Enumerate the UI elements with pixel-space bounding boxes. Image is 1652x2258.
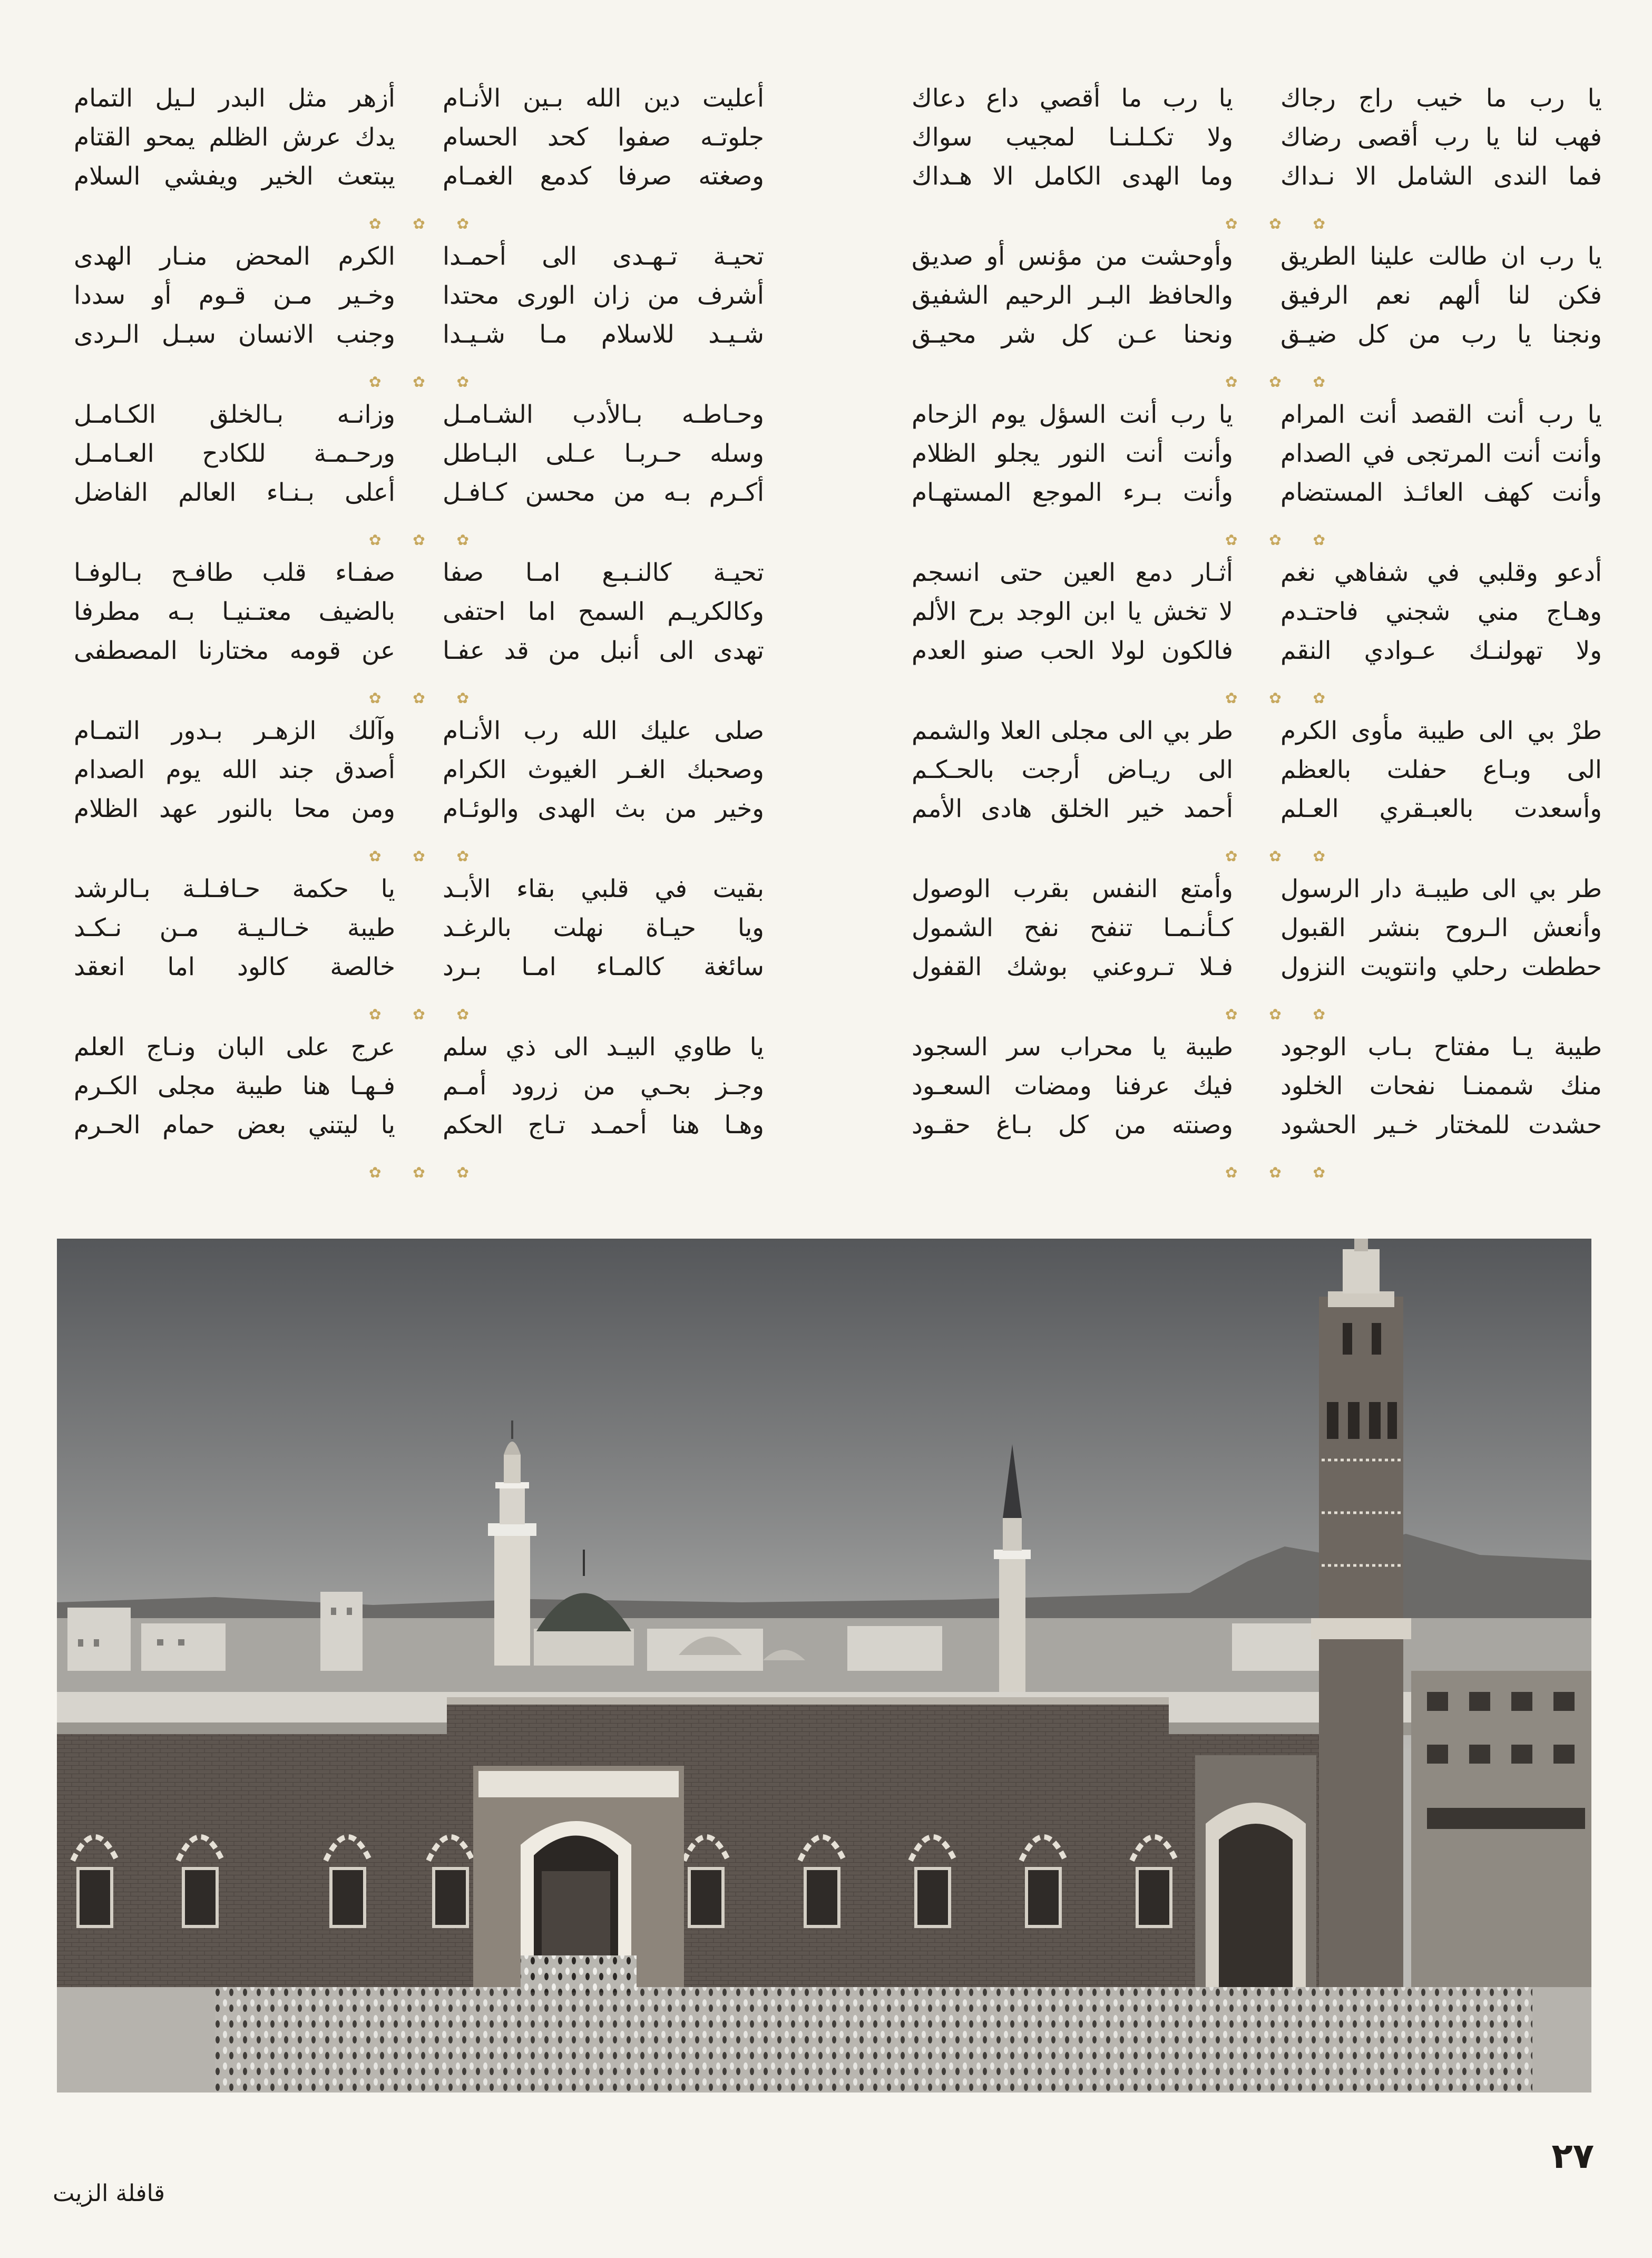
stanza: [1280, 553, 1602, 675]
ornament-flower-icon: ✿: [413, 1006, 425, 1023]
verse-line: وكالكريـم السمح اما احتفى: [443, 597, 764, 626]
stanza: [912, 712, 1233, 833]
ornament-flower-icon: ✿: [1269, 531, 1282, 549]
poem-column: [443, 79, 764, 1170]
stanza-separator: [369, 374, 469, 390]
verse-line: وصغته صرفا كدمع الغمـام: [443, 162, 764, 191]
minaret-right: [1311, 1239, 1411, 2024]
ornament-flower-icon: ✿: [456, 215, 469, 232]
verse-line: يا رب أنت القصد أنت المرام: [1280, 400, 1602, 429]
verse-line: وجنب الانسان سبـل الـردى: [74, 320, 395, 349]
ornament-flower-icon: ✿: [1313, 848, 1325, 865]
verse-line: تهدى الى أنبل من قد عفـا: [443, 636, 764, 665]
stanza: [74, 870, 395, 991]
verse-line: حشدت للمختار خـير الحشود: [1280, 1111, 1602, 1140]
verse-line: بالضيف معتـنيـا بـه مطرفا: [74, 597, 395, 626]
stanza: [443, 1028, 764, 1149]
verse-line: وأنت بـرء الموجع المستهـام: [912, 478, 1233, 507]
verse-line: خالصة كالود اما انعقد: [74, 952, 395, 981]
verse-line: أدعو وقلبي في شفاهي نغم: [1280, 558, 1602, 587]
ornament-flower-icon: ✿: [456, 373, 469, 391]
ornament-flower-icon: ✿: [1269, 215, 1282, 232]
ornament-flower-icon: ✿: [413, 1164, 425, 1181]
stanza-separator: [1225, 1007, 1325, 1023]
ornament-flower-icon: ✿: [1225, 1006, 1238, 1023]
page-number: ٢٧: [1551, 2136, 1594, 2176]
verse-line: وخـير مـن قـوم أو سددا: [74, 281, 395, 310]
stanza: [912, 870, 1233, 991]
verse-line: وآلك الزهـر بـدور التمـام: [74, 716, 395, 745]
verse-line: بقيت في قلبي بقاء الأبـد: [443, 874, 764, 903]
stanza-separator: [1225, 849, 1325, 864]
ornament-flower-icon: ✿: [456, 848, 469, 865]
verse-line: يا رب ان طالت علينا الطريق: [1280, 242, 1602, 271]
ornament-flower-icon: ✿: [413, 848, 425, 865]
ornament-flower-icon: ✿: [1313, 689, 1325, 707]
verse-line: وأسعدت بالعبـقري العـلم: [1280, 794, 1602, 823]
verse-line: وأنعش الـروح بنشر القبول: [1280, 913, 1602, 942]
verse-line: ومن محا بالنور عهد الظلام: [74, 794, 395, 823]
verse-line: طيبة يا محراب سر السجود: [912, 1033, 1233, 1062]
verse-line: يا رب أنت السؤل يوم الزحام: [912, 400, 1233, 429]
stanza: [1280, 395, 1602, 517]
verse-line: أصدق جند الله يوم الصدام: [74, 755, 395, 784]
ornament-flower-icon: ✿: [1313, 531, 1325, 549]
stanza-separator: [369, 1165, 469, 1181]
verse-line: عن قومه مختارنا المصطفى: [74, 636, 395, 665]
ornament-flower-icon: ✿: [413, 373, 425, 391]
verse-line: تحيـة تـهـدى الى أحمـدا: [443, 242, 764, 271]
verse-line: ويا حيـاة نهلت بالرغـد: [443, 913, 764, 942]
ornament-flower-icon: ✿: [1269, 373, 1282, 391]
verse-line: يدك عرش الظلم يمحو القتام: [74, 123, 395, 152]
verse-line: وأنت كهف العائـذ المستضام: [1280, 478, 1602, 507]
verse-line: يبتعث الخير ويفشي السلام: [74, 162, 395, 191]
verse-line: وهـا هنا أحمـد تـاج الحكم: [443, 1111, 764, 1140]
verse-line: طر بي الى مجلى العلا والشمم: [912, 716, 1233, 745]
stanza: [1280, 870, 1602, 991]
verse-line: أشرف من زان الورى محتدا: [443, 281, 764, 310]
stanza-separator: [1225, 374, 1325, 390]
ornament-flower-icon: ✿: [1269, 1006, 1282, 1023]
verse-line: طرْ بي الى طيبة مأوى الكرم: [1280, 716, 1602, 745]
ornament-flower-icon: ✿: [456, 1164, 469, 1181]
ornament-flower-icon: ✿: [1269, 848, 1282, 865]
ornament-flower-icon: ✿: [1225, 531, 1238, 549]
stanza-separator: [1225, 216, 1325, 232]
verse-line: طيبة خـالـيـة مـن نـكـد: [74, 913, 395, 942]
stanza: [912, 79, 1233, 200]
verse-line: وأمتع النفس بقرب الوصول: [912, 874, 1233, 903]
verse-line: أزهر مثل البدر لـيل التمام: [74, 84, 395, 113]
verse-line: وصنته من كل بـاغ حقـود: [912, 1111, 1233, 1140]
ornament-flower-icon: ✿: [369, 531, 382, 549]
verse-line: يا رب ما خيب راج رجاك: [1280, 84, 1602, 113]
verse-line: الى ريـاض أرجت بالحـكـم: [912, 755, 1233, 784]
verse-line: يا حكمة حـافـلـة بـالرشد: [74, 874, 395, 903]
stanza: [74, 1028, 395, 1149]
ornament-flower-icon: ✿: [1225, 215, 1238, 232]
verse-line: صفـاء قلب طافـح بـالوفـا: [74, 558, 395, 587]
verse-line: والحافظ البـر الرحيم الشفيق: [912, 281, 1233, 310]
stanza: [443, 870, 764, 991]
verse-line: وخير من بث الهدى والوئـام: [443, 794, 764, 823]
verse-line: سائغة كالمـاء امـا بـرد: [443, 952, 764, 981]
ornament-flower-icon: ✿: [456, 531, 469, 549]
verse-line: طيبة يـا مفتاح بـاب الوجود: [1280, 1033, 1602, 1062]
poem-column: [74, 79, 395, 1170]
stanza-separator: [1225, 690, 1325, 706]
ornament-flower-icon: ✿: [369, 1006, 382, 1023]
verse-line: جلوتـه صفوا كحد الحسام: [443, 123, 764, 152]
mosque-photograph: [57, 1239, 1591, 2092]
verse-line: يا طاوي البيـد الى ذي سلم: [443, 1033, 764, 1062]
verse-line: حططت رحلي وانتويت النزول: [1280, 952, 1602, 981]
verse-line: كـأنـمـا تنفح نفح الشمول: [912, 913, 1233, 942]
stanza-separator: [1225, 1165, 1325, 1181]
main-gate: [473, 1766, 684, 1987]
ornament-flower-icon: ✿: [1313, 215, 1325, 232]
verse-line: أعليت دين الله بـين الأنـام: [443, 84, 764, 113]
ornament-flower-icon: ✿: [1225, 848, 1238, 865]
ornament-flower-icon: ✿: [1313, 1164, 1325, 1181]
stanza: [74, 79, 395, 200]
magazine-name: قافلة الزيت: [53, 2180, 165, 2207]
ornament-flower-icon: ✿: [413, 689, 425, 707]
verse-line: فالكون لولا الحب صنو العدم: [912, 636, 1233, 665]
verse-line: تحيـة كالنـبـع امـا صفا: [443, 558, 764, 587]
verse-line: يا ليتني بعض حمام الحـرم: [74, 1111, 395, 1140]
ornament-flower-icon: ✿: [456, 1006, 469, 1023]
stanza: [443, 237, 764, 358]
verse-line: أحمد خير الخلق هادى الأمم: [912, 794, 1233, 823]
stanza: [1280, 79, 1602, 200]
verse-line: ونحنا عـن كل شر محيـق: [912, 320, 1233, 349]
verse-line: وحـاطـه بـالأدب الشـامـل: [443, 400, 764, 429]
verse-line: وأنت أنت النور يجلو الظلام: [912, 439, 1233, 468]
stanza: [912, 1028, 1233, 1149]
verse-line: ونجنا يا رب من كل ضيـق: [1280, 320, 1602, 349]
verse-line: وسله حـربـا عـلى البـاطل: [443, 439, 764, 468]
mosque-illustration: [57, 1239, 1591, 2092]
stanza: [443, 79, 764, 200]
ornament-flower-icon: ✿: [1225, 1164, 1238, 1181]
stanza: [1280, 1028, 1602, 1149]
verse-line: وأوحشت من مؤنس أو صديق: [912, 242, 1233, 271]
verse-line: فـهـا هنا طيبة مجلى الكـرم: [74, 1072, 395, 1101]
verse-line: منك شممنـا نفحات الخلود: [1280, 1072, 1602, 1101]
stanza: [74, 553, 395, 675]
stanza: [443, 712, 764, 833]
verse-line: الكرم المحض منـار الهدى: [74, 242, 395, 271]
verse-line: أكـرم بـه من محسن كـافـل: [443, 478, 764, 507]
verse-line: وأنت أنت المرتجى في الصدام: [1280, 439, 1602, 468]
verse-line: صلى عليك الله رب الأنـام: [443, 716, 764, 745]
stanza: [443, 553, 764, 675]
verse-line: طر بي الى طيبـة دار الرسول: [1280, 874, 1602, 903]
ornament-flower-icon: ✿: [1225, 373, 1238, 391]
poem-column: [912, 79, 1233, 1170]
stanza: [912, 237, 1233, 358]
stanza: [912, 395, 1233, 517]
verse-line: ورحـمـة للكادح العـامـل: [74, 439, 395, 468]
verse-line: يا رب ما أقصي داع دعاك: [912, 84, 1233, 113]
verse-line: وما الهدى الكامل الا هـداك: [912, 162, 1233, 191]
ornament-flower-icon: ✿: [413, 531, 425, 549]
verse-line: فكن لنا ألهم نعم الرفيق: [1280, 281, 1602, 310]
stanza-separator: [1225, 532, 1325, 548]
verse-line: وجـز بحـي من زرود أمـم: [443, 1072, 764, 1101]
stanza: [74, 395, 395, 517]
verse-line: أثـار دمع العين حتى انسجم: [912, 558, 1233, 587]
stanza-separator: [369, 1007, 469, 1023]
verse-line: ولا تكـلـنـا لمجيب سواك: [912, 123, 1233, 152]
ornament-flower-icon: ✿: [369, 1164, 382, 1181]
verse-line: لا تخش يا ابن الوجد برح الألم: [912, 597, 1233, 626]
ornament-flower-icon: ✿: [369, 215, 382, 232]
stanza-separator: [369, 690, 469, 706]
stanza: [1280, 237, 1602, 358]
stanza-separator: [369, 849, 469, 864]
ornament-flower-icon: ✿: [1269, 1164, 1282, 1181]
ornament-flower-icon: ✿: [456, 689, 469, 707]
verse-line: وهـاج مني شجني فاحتـدم: [1280, 597, 1602, 626]
verse-line: ولا تهولنـك عـوادي النقم: [1280, 636, 1602, 665]
ornament-flower-icon: ✿: [369, 373, 382, 391]
stanza: [74, 712, 395, 833]
ornament-flower-icon: ✿: [413, 215, 425, 232]
verse-line: الى وبـاع حفلت بالعظم: [1280, 755, 1602, 784]
verse-line: شـيـد للاسلام مـا شـيـدا: [443, 320, 764, 349]
verse-line: وصحبك الغـر الغيوث الكرام: [443, 755, 764, 784]
stanza: [912, 553, 1233, 675]
verse-line: أعلى بـنـاء العالم الفاضل: [74, 478, 395, 507]
ornament-flower-icon: ✿: [369, 689, 382, 707]
stanza: [443, 395, 764, 517]
verse-line: وزانـه بـالخلق الكـامـل: [74, 400, 395, 429]
right-gate: [1195, 1755, 1316, 2019]
ornament-flower-icon: ✿: [1313, 373, 1325, 391]
verse-line: فيك عرفنا ومضات السعـود: [912, 1072, 1233, 1101]
ornament-flower-icon: ✿: [1313, 1006, 1325, 1023]
stanza-separator: [369, 216, 469, 232]
ornament-flower-icon: ✿: [1225, 689, 1238, 707]
poem-column: [1280, 79, 1602, 1170]
stanza: [1280, 712, 1602, 833]
verse-line: فهب لنا يا رب أقصى رضاك: [1280, 123, 1602, 152]
verse-line: عرج على البان ونـاج العلم: [74, 1033, 395, 1062]
stanza: [74, 237, 395, 358]
verse-line: فـلا تـروعني بوشك القفول: [912, 952, 1233, 981]
verse-line: فما الندى الشامل الا نـداك: [1280, 162, 1602, 191]
stanza-separator: [369, 532, 469, 548]
ornament-flower-icon: ✿: [1269, 689, 1282, 707]
ornament-flower-icon: ✿: [369, 848, 382, 865]
